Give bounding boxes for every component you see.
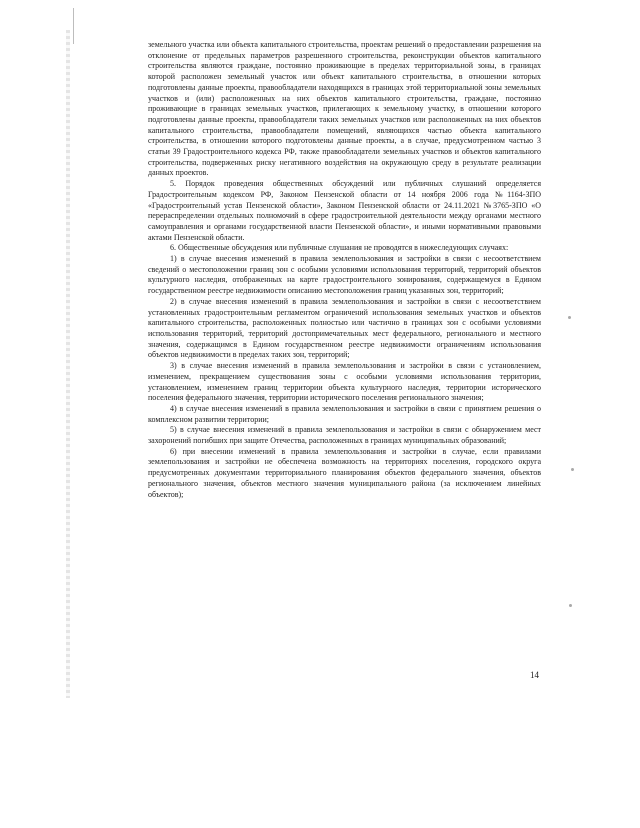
list-item-5: 5) в случае внесения изменений в правила землепользования и застройки в связи с обнаружением мест захоронений погибших при защите Отечества, расположенных в границах муниципальных образований; [148,425,541,446]
list-item-6: 6) при внесении изменений в правила землепользования и застройки в случае, если правилами землепользования и застройки не обеспечена возможность на территориях поселения, городского округа предусмотренных документами территориального планирования объектов федерального значения, объектов регионального значения, объектов местного значения муниципального района (за исключением линейных объектов); [148,446,541,499]
list-item-4: 4) в случае внесения изменений в правила землепользования и застройки в связи с принятием решения о комплексном развитии территории; [148,403,541,424]
list-item-3: 3) в случае внесения изменений в правила землепользования и застройки в связи с установлением, изменением, прекращением существования зоны с особыми условиями использования территории, установлением, изменением границ территории объекта культурного наследия, территории исторического поселения федерального значения, территории исторического поселения регионального значения; [148,361,541,403]
scan-artifact-dot [568,316,571,319]
page-number: 14 [530,670,539,680]
list-item-2: 2) в случае внесения изменений в правила землепользования и застройки в связи с несоответствием установленных градостроительным регламентом ограничений использования земельных участков и объектов капитального строительства, расположенных полностью или частично в границах зон с особыми условиями использования территорий, территорий достопримечательных мест федерального, регионального и местного значения, содержащимся в Едином государственном реестре недвижимости ограничениям использования объектов недвижимости в пределах таких зон, территорий; [148,296,541,360]
paragraph-continuation: земельного участка или объекта капитального строительства, проектам решений о предоставлении разрешения на отклонение от предельных параметров разрешенного строительства, реконструкции объектов капитального строительства являются граждане, постоянно проживающие в пределах территориальной зоны, в границах которой расположен земельный участок или объект капитального строительства, в отношении которых подготовлены данные проекты, правообладатели находящихся в границах этой территориальной зоны земельных участков и (или) расположенных на них объектов капитального строительства, граждане, постоянно проживающие в границах земельных участков, прилегающих к земельному участку, в отношении которого подготовлены данные проекты, правообладатели таких земельных участков или расположенных на них объектов капитального строительства, правообладатели помещений, являющихся частью объекта капитального строительства, в отношении которого подготовлены данные проекты, а в случае, предусмотренном частью 3 статьи 39 Градостроительного кодекса РФ, также правообладатели земельных участков и объектов капитального строительства, подверженных риску негативного воздействия на окружающую среду в результате реализации данных проектов. [148,40,541,178]
scan-artifact-dot [569,604,572,607]
paragraph-item-5: 5. Порядок проведения общественных обсуждений или публичных слушаний определяется Градостроительным кодексом РФ, Законом Пензенской области от 14 ноября 2006 года №1164-ЗПО «Градостроительный устав Пензенской области», Законом Пензенской области от 24.11.2021 №3765-ЗПО «О перераспределении отдельных полномочий в сфере градостроительной деятельности между органами местного самоуправления и органами государственной власти Пензенской области», и иными нормативными правовыми актами Пензенской области. [148,179,541,242]
scan-artifact-dot [571,468,574,471]
scan-artifact-line [73,8,74,44]
scan-artifact-strip [66,30,70,698]
document-page [148,40,541,500]
paragraph-item-6: 6. Общественные обсуждения или публичные слушания не проводятся в нижеследующих случаях: [170,243,509,253]
list-item-1: 1) в случае внесения изменений в правила землепользования и застройки в связи с несоответствием сведений о местоположении границ зон с особыми условиями использования территорий, территорий объектов культурного наследия, отображенных на карте градостроительного зонирования, содержащемуся в Едином государственном реестре недвижимости описанию местоположения границ указанных зон, территорий; [148,254,541,296]
